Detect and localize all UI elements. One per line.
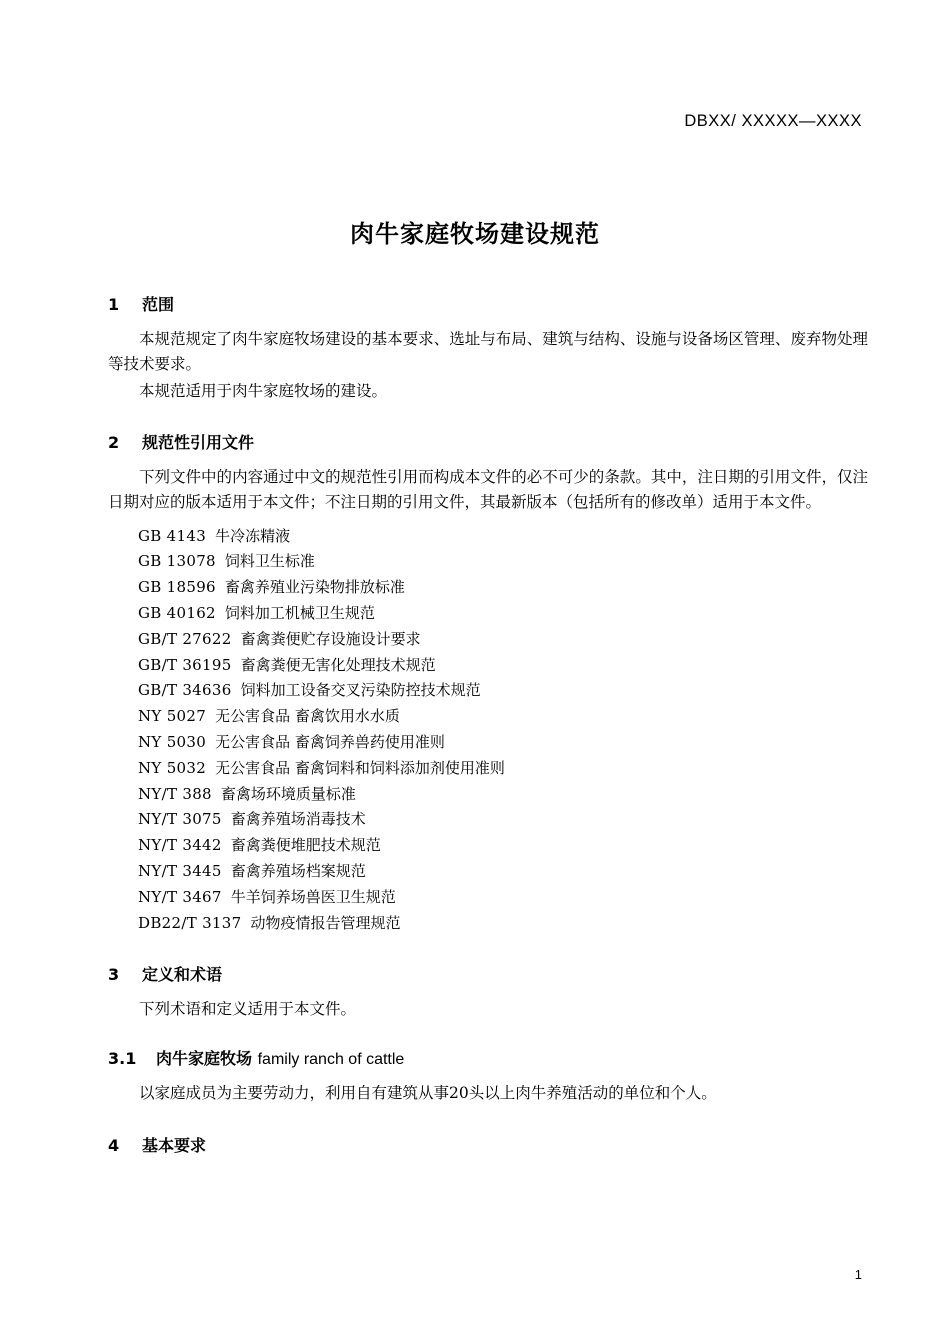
list-item: [108, 756, 868, 782]
reference-code: DB22/T 3137: [138, 913, 242, 932]
reference-code: NY/T 3075: [138, 810, 222, 829]
reference-code: NY/T 3442: [138, 836, 222, 855]
list-item: [108, 782, 868, 808]
subsection-number: 3.1: [108, 1049, 137, 1069]
section-number: 4: [108, 1135, 120, 1155]
reference-name: 饲料加工机械卫生规范: [224, 603, 375, 622]
list-item: [108, 627, 868, 653]
reference-code: GB 13078: [138, 552, 216, 571]
subsection-title-cn: 肉牛家庭牧场: [156, 1049, 253, 1069]
reference-name: 无公害食品 畜禽饮用水水质: [215, 707, 400, 726]
list-item: [108, 730, 868, 756]
reference-name: 畜禽粪便贮存设施设计要求: [240, 629, 421, 648]
reference-name: 饲料卫生标准: [224, 552, 315, 571]
list-item: [108, 911, 868, 937]
subsection-heading-3-1: [108, 1046, 868, 1069]
reference-name: 畜禽场环境质量标准: [220, 784, 356, 803]
subsection-title: [156, 1046, 404, 1069]
reference-code: GB 18596: [138, 578, 216, 597]
section-title: 范围: [142, 295, 175, 314]
list-item: [108, 678, 868, 704]
list-item: [108, 833, 868, 859]
reference-code: GB/T 27622: [138, 629, 232, 648]
list-item: [108, 524, 868, 550]
list-item: [108, 653, 868, 679]
section-heading-1: [108, 292, 868, 315]
reference-name: 牛羊饲养场兽医卫生规范: [230, 887, 396, 906]
list-item: [108, 549, 868, 575]
section-title: 规范性引用文件: [142, 433, 255, 453]
paragraph: 本规范规定了肉牛家庭牧场建设的基本要求、选址与布局、建筑与结构、设施与设备场区管理、废弃物处理等技术要求。: [108, 330, 868, 374]
reference-code: NY/T 388: [138, 784, 212, 803]
list-item: [108, 859, 868, 885]
reference-code: NY/T 3467: [138, 887, 222, 906]
reference-code: GB/T 34636: [138, 681, 232, 700]
list-item: [108, 601, 868, 627]
reference-code: NY/T 3445: [138, 861, 222, 880]
page-title: 肉牛家庭牧场建设规范: [350, 220, 600, 248]
section-title: 基本要求: [142, 1135, 207, 1155]
document-body: [108, 292, 868, 1156]
reference-name: 无公害食品 畜禽饲养兽药使用准则: [215, 732, 445, 751]
list-item: [108, 575, 868, 601]
reference-code: NY 5032: [138, 758, 207, 777]
section-heading-4: [108, 1133, 868, 1156]
document-header-code: DBXX/ XXXXX—XXXX: [684, 112, 862, 130]
list-item: [108, 704, 868, 730]
paragraph: 以家庭成员为主要劳动力，利用自有建筑从事20头以上肉牛养殖活动的单位和个人。: [139, 1084, 717, 1103]
reference-code: NY 5027: [138, 707, 207, 726]
subsection-title-latin: family ranch of cattle: [257, 1051, 405, 1069]
section-number: 3: [108, 965, 120, 985]
reference-name: 无公害食品 畜禽饲料和饲料添加剂使用准则: [215, 758, 505, 777]
reference-code: NY 5030: [138, 732, 207, 751]
reference-code: GB 40162: [138, 603, 216, 622]
reference-name: 畜禽养殖业污染物排放标准: [224, 578, 405, 597]
reference-name: 畜禽粪便堆肥技术规范: [230, 836, 381, 855]
reference-code: GB 4143: [138, 526, 207, 545]
section-number: 2: [108, 433, 120, 453]
reference-name: 畜禽养殖场消毒技术: [230, 810, 366, 829]
section-title: 定义和术语: [142, 965, 223, 985]
reference-code: GB/T 36195: [138, 655, 232, 674]
paragraph: 下列术语和定义适用于本文件。: [139, 1000, 357, 1019]
reference-name: 饲料加工设备交叉污染防控技术规范: [240, 681, 481, 700]
reference-name: 牛冷冻精液: [215, 526, 291, 545]
list-item: [108, 807, 868, 833]
reference-name: 畜禽粪便无害化处理技术规范: [240, 655, 436, 674]
section-heading-3: [108, 962, 868, 985]
paragraph: 本规范适用于肉牛家庭牧场的建设。: [139, 382, 388, 401]
list-item: [108, 885, 868, 911]
section-number: 1: [108, 295, 120, 314]
reference-name: 畜禽养殖场档案规范: [230, 861, 366, 880]
reference-name: 动物疫情报告管理规范: [250, 913, 401, 932]
section-heading-2: [108, 430, 868, 453]
paragraph: 下列文件中的内容通过中文的规范性引用而构成本文件的必不可少的条款。其中，注日期的引用文件，仅注日期对应的版本适用于本文件；不注日期的引用文件，其最新版本（包括所有的修改单）适用于本文件。: [108, 468, 868, 512]
normative-references-list: [108, 524, 868, 937]
page-number: 1: [854, 1267, 862, 1282]
